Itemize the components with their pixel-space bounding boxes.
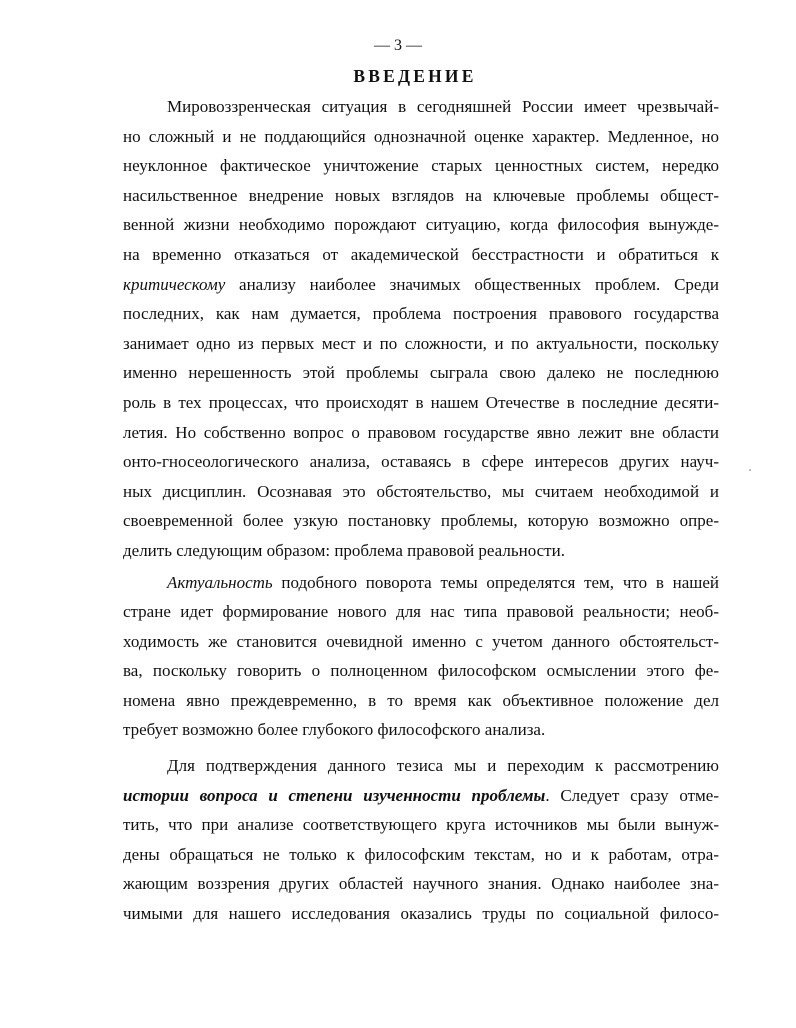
- text-line: ных дисциплин. Осознавая это обстоятельство, мы считаем необходимой и: [123, 481, 719, 501]
- text-line: роль в тех процессах, что происходят в нашем Отечестве в последние десяти-: [123, 392, 719, 412]
- text-line: занимает одно из первых мест и по сложности, и по актуальности, поскольку: [123, 333, 719, 353]
- text-line: стране идет формирование нового для нас типа правовой реальности; необ-: [123, 602, 719, 622]
- text-line: Для подтверждения данного тезиса мы и переходим к рассмотрению: [167, 756, 719, 776]
- text-run: подобного поворота темы определятся тем, что в нашей: [272, 572, 719, 592]
- text-line: летия. Но собственно вопрос о правовом государстве явно лежит вне области: [123, 422, 719, 442]
- text-line: дены обращаться не только к философским текстам, но и к работам, отра-: [123, 844, 719, 864]
- text-line: требует возможно более глубокого философского анализа.: [123, 720, 546, 740]
- text-line: номена явно преждевременно, в то время как объективное положение дел: [123, 690, 719, 710]
- bold-italic-term: истории вопроса и степени изученности проблемы: [123, 785, 546, 805]
- text-line: венной жизни необходимо порождают ситуацию, когда философия вынужде-: [123, 215, 719, 235]
- text-line: [123, 270, 719, 300]
- text-line: насильственное внедрение новых взглядов на ключевые проблемы общест-: [123, 185, 719, 205]
- text-line: но сложный и не поддающийся однозначной оценке характер. Медленное, но: [123, 126, 719, 146]
- page-number: — 3 —: [374, 37, 422, 54]
- text-line: своевременной более узкую постановку проблемы, которую возможно опре-: [123, 511, 719, 531]
- text-line: чимыми для нашего исследования оказались труды по социальной филосо-: [123, 904, 719, 924]
- text-line: онто-гносеологического анализа, оставаясь в сфере интересов других науч-: [123, 452, 719, 472]
- section-heading: ВВЕДЕНИЕ: [353, 66, 477, 86]
- text-line: [123, 781, 719, 811]
- text-line: [123, 568, 719, 598]
- text-run: анализу наиболее значимых общественных проблем. Среди: [225, 274, 719, 294]
- paragraph-intro: [123, 92, 719, 566]
- italic-term: Актуальность: [167, 572, 273, 592]
- text-run: . Следует сразу отме-: [545, 785, 719, 805]
- text-line: делить следующим образом: проблема правовой реальности.: [123, 540, 565, 560]
- text-line: ва, поскольку говорить о полноценном философском осмыслении этого фе-: [123, 661, 719, 681]
- text-line: жающим воззрения других областей научного знания. Однако наиболее зна-: [123, 874, 719, 894]
- text-line: Мировоззренческая ситуация в сегодняшней России имеет чрезвычай-: [167, 97, 719, 116]
- text-line: неуклонное фактическое уничтожение старых ценностных систем, нередко: [123, 156, 719, 176]
- paragraph-relevance: [123, 568, 719, 746]
- text-line: последних, как нам думается, проблема построения правового государства: [123, 304, 719, 324]
- text-line: именно нерешенность этой проблемы сыграла свою далеко не последнюю: [123, 363, 719, 383]
- paragraph-history: [123, 751, 719, 929]
- italic-term: критическому: [123, 274, 226, 294]
- scan-speck: [749, 469, 751, 471]
- text-line: ходимость же становится очевидной именно с учетом данного обстоятельст-: [123, 631, 719, 651]
- body-text: [123, 92, 719, 929]
- text-line: на временно отказаться от академической бесстрастности и обратиться к: [123, 244, 719, 264]
- text-line: тить, что при анализе соответствующего круга источников мы были вынуж-: [123, 815, 719, 835]
